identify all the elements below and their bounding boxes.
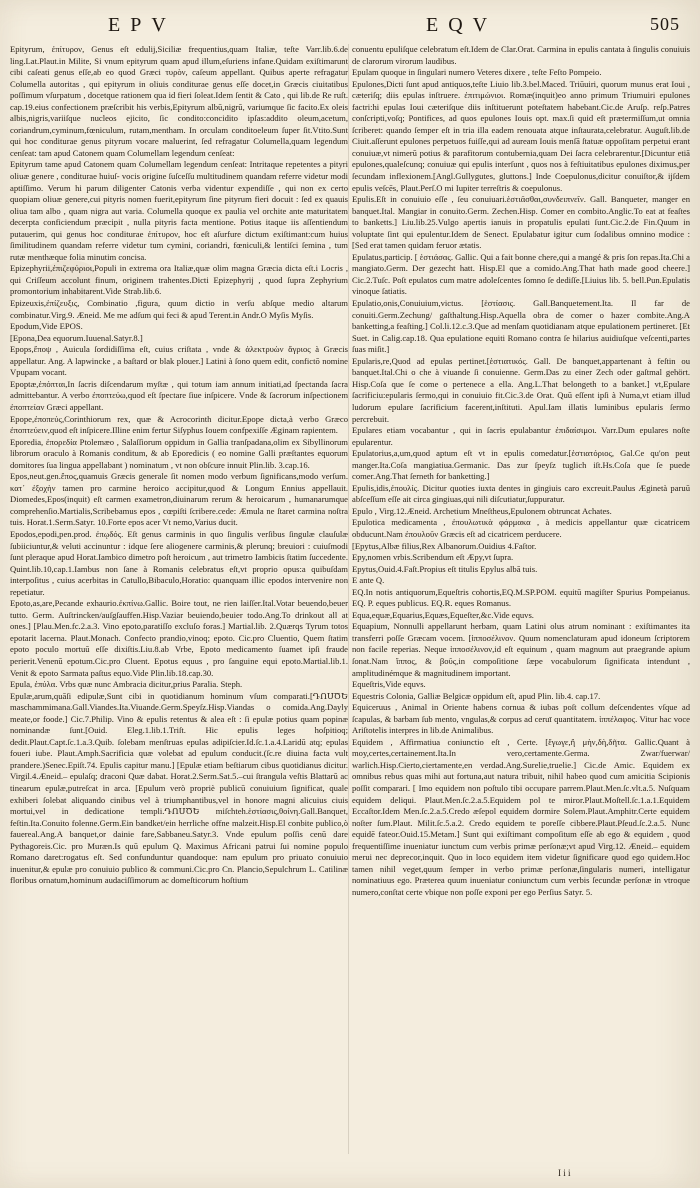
dictionary-entry: Epy,nomen vrbis.Scribendum eſt Æpy,vt ſupra. xyxy=(352,552,514,563)
dictionary-entry: Epityrum, ἐπίτυρον, Genus eſt edulij,Siciliæ frequentius,quam Italiæ, teſte Varr.lib.6.de ling.Lat.Plaut.in Milite, Si vnum epityrum quam apud illum,eſuriens infane.Quidam exiſtimarunt cibi caſeati genus eſſe,ab eo quod Græci τυρὸν, caſeum appellant. Quibus aperte refragatur Columella autoritas , qui epityrum in oliuis conditurae genus eſſe docet,in Græcis ciuitatibus poſſimum vſurpatum , docetque rationem qua id fieri ſoleat.Idem ſentit & Cato , qui lib.de Re ruſt. cap.19.eius confectionem præſcribit his verbis,Epityrum albū,nigrū, variumque ſic facito.Ex oleis albis,nigris,variiſque nucleos ejicito, ſic condito:concidito ipſas:addito oleum,acetum, coriandrum,cyminum,fœniculum, rutam,mentham. In orculam conditoeleum ſuper ſit.Vtito.Sunt qui hoc conditurae genus pityrum vocare maluerint, ſed refragatur Columella,quam legendum cenſeat: tam apud Catonem quam Columellam legendum cenſeat: xyxy=(10,44,348,158)
dictionary-entry: Equa,equæ,Equarius,Equæs,Equeſter,&c.Vide equvs. xyxy=(352,609,534,620)
running-header xyxy=(0,14,700,38)
left-column xyxy=(10,44,348,1160)
dictionary-entry: Epizephyrii,ἐπιζεφύριοι,Populi in extrema ora Italiæ,quæ olim magna Græcia dicta eſt.i Locris , qui Criſſeum accolunt finum, originem trahentes.Dicti Epizephyrij , quod ſupra Zephyrium promontorium inhabitarent.Vide Strab.lib.6. xyxy=(10,263,348,297)
column-divider xyxy=(348,44,349,1154)
dictionary-entry: Epoptæ,ἐπόπται,In ſacris diſcendarum myſtæ , qui totum iam annum initiati,ad ſpectanda ſacra admittebantur. A verbo ἐποπτεύω,quod eſt ſpectare ſiue inſpicere. Vnde & ſacrorum inſpectionem ἐποπτείαν Græci appellant. xyxy=(10,378,348,412)
dictionary-entry: Epulatus,particip. [ ἑστιάσας. Gallic. Qui a fait bonne chere,qui a mangé & pris ſon repas.Ita.Chi a mangiato.Germ. Der gezecht hatt. Hisp.El que a comido.Ang.That hath made good cheere.] Cic.2.Tuſc. Poſt epulatos cum matre adoleſcentes ſomno ſe dediſſe.[Liuius lib. 5. bell.Pun.Epulatis vinoque ſatiatis. xyxy=(352,251,690,297)
dictionary-entry: Eporedia, ἐπορεδία Ptolemæo , Salaſſiorum oppidum in Gallia tranſpadana,olim ex Sibyllinorum librorum oraculo à Romanis conditum, & ab Eporedicis ( eo nomine Galli præſtantes equorum domitores ſua lingua appellabant ) nominatum , vt non obſcure innuit Plin.lib. 3.cap.16. xyxy=(10,436,348,470)
dictionary-entry: Epularis,re,Quod ad epulas pertinet.[ἑστιατικός. Gall. De banquet,appartenant à feſtin ou banquet.Ital.Chi o che à viuande ſi conuienne. Germ.Das zu einer Zech oder gaſtmal gehört. Hisp.Coſa que ſe come o pertenece a ella. Ang.L.That belongeth to a banket.] vt,Epulare ſacrificiu:epularis ſermo,qui in conuiuio fit.Cic.3.de Orat. Quū eſſent ipſi à Numa,vt etiam illud ludorum epulare ſacrificium facerent,inſtituti. Apul.Iam illatis luminibus epularis ſermo percrebuit. xyxy=(352,355,690,424)
dictionary-entry: Epoto,as,are,Pecande exhaurio.ἐκπίνω.Gallic. Boire tout, ne rien laiſſer.Ital.Votar beuendo,beuer tutto. Germ. Auſtrincken/auſgſauffen.Hisp.Vaziar beuiendo,beuier todo.Ang.To drinkout all at ones.] [Plau.Men.fc.2.a.3. Vino epoto,paratiſſo excluſo foras.] Martial.lib. 2.Quærqs Tyrum totos epotarit lacerna. Plaut.Monach. Confecto prandio,vinoq; epoto. Cic.pro Cluentio, Quem ſtatim epoto poculo mortuū eſſe dixiſtis.Liu.8.ab Vrbe, Epoto medicamento ſuamet ipſi fraude perierit.Venenū epotum.Cic.pro Cluent. Epotus equus , pro ſanguine equi epoto.Martial.lib.1. Venit & epoto Sarmata paſtus equo.Vide Plin.lib.18.cap.30. xyxy=(10,598,348,678)
dictionary-entry: Epulatio,onis,Conuiuium,victus. [ἑστίασις. Gall.Banquetement.Ita. Il far de conuiti.Germ.Zechung/ gaſthaltung.Hisp.Aquella obra de comer o hazer combite.Ang.A banketting,a feaſting.] Col.li.12.c.3.Que ad menſam quotidianam atque epulationem pertineret. [Et Suet. in Calig.cap.18. Qua epulatione equiti Romano contra ſe hilarius auidiuſque veſcenti,partes ſuas miſit.] xyxy=(352,298,690,355)
dictionary-entry: Epizeuxis,ἐπίζευξις, Combinatio ,figura, quum dictio in verſu abſque medio altarum combinatur.Virg.9. Æneid. Me me adſum qui feci & apud Terent.in Andr.O Myſis Myſis. xyxy=(10,298,348,320)
dictionary-entry: Epodos,epodi,pen.prod. ἐπῳδός. Eſt genus carminis in quo ſingulis verſibus ſingulæ clauſulæ ſubiiciuntur,& veluti accinuntur : idque ſere aliogenere carminis,& plerunq; breuiori : cuiuſmodi ſunt pleraque apud Horat.Iambico dimetro poſt heroicum , aut trimetro Iambicis ſtatim ſuccedente. Quint.lib.10,cap.1.Iambus non ſane à Romanis celebratus eſt,vt proprio opus:a quibuſdam interpoſitus , cuius acerbitas in Catullo,Bibaculo,Horatio: quanquam illic epodos intervenire non repetiatur. xyxy=(10,528,348,597)
dictionary-entry: Epulatorius,a,um,quod aptum eſt vt in epulis comedatur.[ἑστιατόριος, Gal.Ce qu'on peut manger.Ita.Coſa mangiatiua.Germanic. Das zur ſpeyſz tuglich iſt.Hs.Coſa que ſe puede comer.Ang.That ſerneth for banketting.] xyxy=(352,448,690,482)
dictionary-entry: Epulo , Virg.12.Æneid. Archetium Mneſtheus,Epulonem obtruncat Achates. xyxy=(352,505,612,516)
dictionary-entry: [Epona,Dea equorum.Iuuenal.Satyr.8.] xyxy=(10,332,143,343)
dictionary-entry: Equestris Colonia, Galliæ Belgicæ oppidum eſt, apud Plin. lib.4. cap.17. xyxy=(352,690,601,701)
dictionary-entry: Epos,neut.gen.ἔπος,quamuis Græcis generale ſit nomen modo verbum ſignificans,modo verſum. κατ᾽ ἐξοχὴν tamen pro carmine heroico accipitur,quod & Longum Ennius appellauit. Diomedes,Epos(inquit) eſt carmen exametron,diuinarum rerum & heroicarum , humanarumque comprehenſio.Martialis,Scribebamus epos , cœpiſti ſcribere.cede: Æmula ne ſtaret carmina noſtra tuis. Horat.1.Serm.Satyr. 10.Forte epos acer Vt nemo,Varius ducit. xyxy=(10,471,348,528)
dictionary-entry: EQ.In notis antiquorum,Equeſtris cohortis,EQ.M.SP.POM. equitū magiſter Spurius Pompeianus. EQ. P. eques publicus. EQ.R. eques Romanus. xyxy=(352,586,690,609)
dictionary-entry: [Epytus,Albæ filius,Rex Albanorum.Ouidius 4.Faſtor. xyxy=(352,540,537,551)
dictionary-entry: Equapium, Nonnulli appellarunt herbam, quam Latini olus atrum nominant : exiſtimantes ita transferri poſſe Græcam vocem. [ἱπποσέλινον. Quum nomenclaturam apud idoneum ſcriptorem non facile reperias. Neque ἱπποσέλινον,id eſt equinum , quam magnum aut praegrande apium ſonat.Nam ἵππος, & βοῦς,in compoſitione ſæpe vocabulorum ſignificata intendunt , amplitudinémque & magnitudinem important. xyxy=(352,621,690,678)
dictionary-entry: Equiceruus , Animal in Oriente habens cornua & iubas poſt collum deſcendentes vſque ad ſcapulas, & barbam ſub mento, vngulas,& corpus ad ceruī quantitatem. ἱππέλαφος. Vitur hac voce Ariſtotelis interpres in lib.de Animalibus. xyxy=(352,702,690,736)
catchword: I i i xyxy=(558,1168,571,1178)
header-left-word: EPV xyxy=(108,14,176,36)
header-right-word: EQV xyxy=(426,14,498,36)
right-column xyxy=(352,44,690,1160)
dictionary-entry: Epulis.Eſt in conuiuio eſſe , ſeu conuiuari.ἑστιᾶσθαι,συνδειπνεῖν. Gall. Banqueter, manger en banquet.Ital. Mangiar in conuito.Germ. Zechen.Hisp. Comer en combito.Anglic.To eat at feaſtes to banketts.] Liu.lib.25.Vulgo apertis ianuis in propatulis epulati ſunt.Cic.2.de Fin.Quum in voluptate ſint qui epulentur.Idem de Senect. Epulabatur igitur cum ſodalibus omnino modice : [Sed erat tamen quidam feruor ætatis. xyxy=(352,194,690,251)
dictionary-entry: Epulam quoque in ſingulari numero Veteres dixere , teſte Feſto Pompeio. xyxy=(352,67,602,78)
dictionary-entry: E ante Q. xyxy=(352,575,385,586)
dictionary-entry: Epodum,Vide EPOS. xyxy=(10,321,83,332)
page-number: 505 xyxy=(650,14,680,34)
dictionary-entry: Epulis,idis,ἐπουλίς. Dicitur quoties iuxta dentes in gingiuis caro excreuit.Paulus Æginetà paruū abſceſſum eſſe ait circa gingiuas,qui nili diſcutiatur,ſuppuratur. xyxy=(352,482,690,505)
dictionary-entry: Epulæ,arum,quāſi edipulæ,Sunt cibi in quotidianum hominum vſum comparati.[ԴՈՍԾԵ maschammimana.Gall.Viandes.Ita.Viuande.Germ.Speyſz.Hisp.Viandas o comida.Ang.Dayly meate,or foode.] Cic.7.Philip. Vino & epulis retentus & alea eſt : ſi epulæ potius quam popinæ nominandæ ſunt.[Ouid. Eleg.1.lib.1.Triſt. Hic epulis leges hoſpitioq; dedit.Plaut.Capt.ſc.1.a.3.Quib. ſolebam menſtruas epulas adipiſcier.Id.ſc.1.a.4.Laridū atq; epulas foueri iube. Plaut.Amph.Sacrificia quæ volebat ad epulum conducit.(ſc.re diuina facta vult prandere.)Senec.Epiſt.74. Epulis capitur manu.] [Epulæ etiam beſtiarum cibus quotidianus dicitur. Virgil.4.Æneid.– epulaſq; draconi Quæ dabat. Horat.2.Serm.Sat.5.–cui ſtrangula veſtis Blattarū ac tinearum epulæ,putreſcat in arca. [Epulum verò propriè publicū conuiuium ſignificat, quale exhiberi ſolebat aliquando cinibus vel à triumphantibus,vel in honore magni alicuius ciuis mortui,vel in dedicatione templi.ԴՈՍԾԵ miſchteh.ἑστίασις,θοίνη.Gall.Banquet, feſtin.Ita.Conuito folenne.Germ.Ein bandket/ein herrliche offne malzeit.Hisp.El conbite publico,ò fauereal.Ang.A banquet,or dainie fare,Sabbaneu.Satyr.3. Vnde epulum poſſis cenū dare Pythagoreis.Cic. pro Muræn.Is quū epulum Q. Maximus Africani patrui ſui nomine populo Romano daret:rogatus eſt. Sed confunduntur quandoque: nam epulum pro priuato conuiuio inuenitur,& epulæ pro conuiuio publico & communi.Cic.pro Cn. Plancio,Sepulchrum L. Catilinæ floribus ornatum,hominum audaciſſimorum ac domeſticorum hoſtium xyxy=(10,690,348,886)
dictionary-entry: Epulones,Dicti ſunt apud antiquos,teſte Liuio lib.3.bel.Maced. Triūuiri, quorum munus erat Ioui , cæteriſq; diis epulas inſtruere. ἐπιτιμώνιοι. Romæ(inquit)eo anno primum Triumuiri epulones factri:hi epulas Ioui cæteriſque diis inſtituerunt poteſtatem habebant.Cic.de Aruſp. reſp.Patres conſcripti,voſq; Pontifices, ad quos epulones Iouis opt. max.ſi quid eſt prætermiſſum,ut omnia ſcriberet: quando ſemper eſt in tria illa eadem renouata atque inſtaurata,celebratur. Auguſt.lib.de Ciuit.aſſerunt epulones perpetuos fuiſſe,qui ad auream Iouis menſā ſtatuæ oppoſitam perpetui erant conuiuæ,vt nimerū potius & parafitorum contubernia,quam Dei ſacra celebrarentur.[Dicuntur etiā epulones,qualeſcunq; conuiuæ qui epulis interſunt , quos nos à feſtiuitatibus epulones diximus,per ſecundam inflexionem.[Angl.Gullygutes, gluttons.] Inde Coepulonus,dicitur conuiſtor,& ijſdem epulis veſcēs, Plaut.Perſ.O mi Iupiter terreſtris & coepulonus. xyxy=(352,78,690,193)
dictionary-entry: Epytus,Ouid.4.Faſt.Propius eſt titulis Epylus albā tuis. xyxy=(352,563,538,574)
dictionary-entry: Epulotica medicamenta , ἐπουλωτικὰ φάρμακα , à medicis appellantur quæ cicatricem obducunt.Nam ἐπουλοῦν Græcis eſt ad cicatricem perducere. xyxy=(352,517,690,539)
dictionary-entry: Epops,ἔποψ , Auicula ſordidiſſima eſt, cuius criſtata , vnde & ἀλεκτρυὼν ἄγριος à Græcis appellatur. Ang. A lapwincke , a baſtard or blak plouer.] Latini à ſono quem edit, confictō nomine Vpupam vocant. xyxy=(10,344,348,378)
dictionary-entry: conuentu epuliſque celebratum eſt.Idem de Clar.Orat. Carmina in epulis cantata à ſingulis conuiuis de clarorum virorum laudibus. xyxy=(352,44,690,66)
dictionary-entry: Epulares etiam vocabantur , qui in ſacris epulabantur ἐπιδαίσιμοι. Varr.Dum epulares noſte epularentur. xyxy=(352,425,690,447)
dictionary-entry: Epityrum tame apud Catonem quam Columellam legendum cenſeat: Intritaque repetentes a pityri oliuæ genere , conditurae huiuſ- vocis origine ſuſceſſu multitudinem quandam referre videtur modi aptiſſimo. Verum hi parum diligenter Catonis verba videntur expendiſſe , qui non ex certo quopiam oliuæ genere,cui pityris nomen fuerit,epityrum ſine pityrum fieri docuit : ſed ex quauis oliua tam albo , quam nigra aut varia. Columella quoque ex paulia vel orchite ante maturitatem decerpta conficiendum præcipit , nulla pityris facta mentione. Potius itaque iis aſſentiendum putauerim, qui genus hoc conditurae ἐπίτυρον, hoc eſt aſurfure dictum exiſtimant:cum huius ſimilitudinem quandam referre videtur tum cymini, coriandri, fœniculi,& lentiſci ſemina , tum rutæ menthæque folia minutim concisa. xyxy=(10,159,348,262)
dictionary-entry: Equeſtris,Vide equvs. xyxy=(352,679,426,690)
dictionary-entry: Epula, ἐπύλα. Vrbs quæ nunc Ambracia dicitur,prius Paralia. Steph. xyxy=(10,679,243,690)
dictionary-entry: Epope,ἐποπεύς,Corinthiorum rex, quæ & Acrocorinth dicitur.Epope dicta,à verbo Græco ἐποπτεύειν,quod eſt inſpicere.Illine enim fertur Siſyphus Iouem confpexiſſe Æginam rapientem. xyxy=(10,413,348,436)
dictionary-entry: Equidem , Affirmatiua coniunctio eſt , Certe. [ἔγωγε,ἢ μὴν,δὴ,δῆτα. Gallic.Quant à moy,certes,certainement.Ita.In vero,certamente.Germa. Zwar/fuerwar/ warlich.Hisp.Cierto,ciertamente,en verdad.Ang.Surelie,truelie.] Cic.de Amic. Equidem ex omnibus rebus quas mihi aut fortuna,aut natura tribuit, nihil habeo quod cum amicitia Scipionis poſſit comparari. [ Imo equidem non poſtulo tibi occupare parrem.Plaut.Men.ſc.vlt.a.5. Nuſquam equidem deliqui. Plaut.Men.ſc.2.a.5.Equidem pol te miror.Plaut.Moſtell.ſc.1.a.1.Equidem Eccaſtor.Idem Men.ſc.2.a.5.Credo æſepol equidem dormire Solem.Plaut.Amphitr.Certe equidem noſter ſum.Plaut. Milit.ſc.5.a.2. Credo equidem te poreſſe cibbere.Plaut.Pſeud.ſc.2.a.5. Nunc equidē fateor.Ouid.15.Metam.] Sunt qui exiſtimant compoſitum eſſe ab ego & equidem , quod frequentiſſime inueniatur iunctum cum verbis primæ perſonæ;vt apud Virg.12. Æneid.– equidem merui nec deprecor,inquit. Quo in loco equidem item videtur ſignificare quod ego quidem.Hoc tamen nihil veget,quum ſemper in verbo primæ perſonæ,ſingularis numeri, intelligatur nominatiuus ego. Præterea quum inueniatur coniunctum cum verbis ſecundæ perſonæ in vtroque numero,conſtat certe vbique non poſſe exponi per ego Perſius Satyr. 5. xyxy=(352,736,690,897)
